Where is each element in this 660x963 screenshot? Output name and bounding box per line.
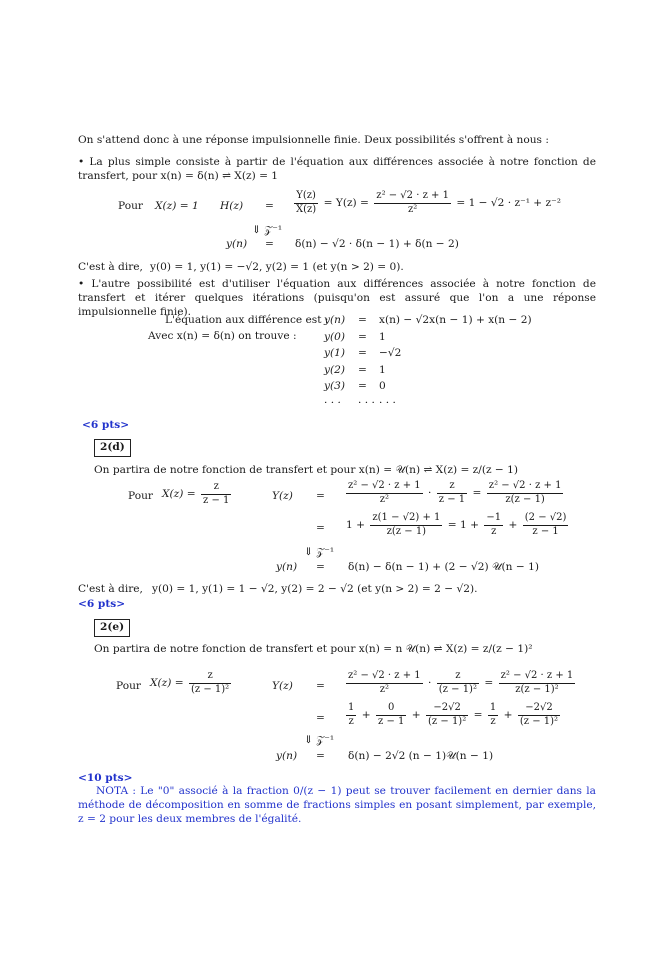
m1-yn: y(n) [226,238,248,250]
d-xz [162,481,233,507]
d-f3-den: z(z − 1) [505,493,545,505]
e-eq2: = [316,712,325,724]
e-Y: Y(z) [272,680,293,692]
e-f3-num: z² − √2 · z + 1 [499,670,576,684]
m2-row-eq: = [358,331,367,343]
points-badge-1: <6 pts> [82,419,130,431]
d-f1-num: z² − √2 · z + 1 [346,480,423,494]
d-eq1: = [316,490,325,502]
e-f1-den: z² [379,683,389,695]
e-yn-eq: = [316,750,325,762]
m2-row-lhs: y(2) [324,364,345,376]
m2-row-lhs: y(0) [324,331,345,343]
d-xz-den: z − 1 [203,494,230,506]
d-f4-num: z(1 − √2) + 1 [370,512,442,526]
d-zinv: ⇓ 𝒵⁻¹ [304,546,335,558]
d-f4-den: z(z − 1) [386,525,427,537]
d-xz-num: z [201,481,231,495]
m1-cest: C'est à dire, [78,261,143,273]
e-zinv: ⇓ 𝒵⁻¹ [304,734,335,746]
points-badge-3: <10 pts> [78,772,133,784]
m2-row-lhs: y(3) [324,380,345,392]
e-eq1: = [316,680,325,692]
m2-row-eq: = [358,347,367,359]
m1-H: H(z) [220,200,244,212]
e-f1-num: z² − √2 · z + 1 [346,670,423,684]
d-Y: Y(z) [272,490,293,502]
e-f2-num: z [437,670,479,684]
d-pour: Pour [128,490,153,502]
d-f2-num: z [437,480,467,494]
d-f5-num: −1 [484,512,503,526]
m1-rhs: = 1 − √2 · z⁻¹ + z⁻² [456,197,561,209]
e-g2-den: z − 1 [378,715,405,727]
m2-row-rhs: 0 [379,380,386,392]
e-plus3: + [503,709,513,721]
m2-row-lhs: · · · [324,397,341,409]
d-cest: C'est à dire, [78,583,143,595]
e-g5-den: (z − 1)² [519,715,559,727]
e-eq-mid2: = [473,709,483,721]
e-yn-rhs: δ(n) − 2√2 (n − 1)𝒰(n − 1) [348,750,494,762]
m2-row-eq: = [358,314,367,326]
m2-row-rhs: x(n) − √2x(n − 1) + x(n − 2) [379,314,532,326]
m1-eq: = [265,200,274,212]
e-g1-den: z [348,715,354,727]
e-line2 [344,702,562,728]
m1-mid: = Y(z) = [323,197,369,209]
m2-row-rhs: 1 [379,331,386,343]
d-vals: y(0) = 1, y(1) = 1 − √2, y(2) = 2 − √2 (et y(n > 2) = 2 − √2). [152,583,478,595]
e-xz-den: (z − 1)² [191,683,230,695]
d-f2-den: z − 1 [438,493,466,505]
e-f2-den: (z − 1)² [438,683,477,695]
points-badge-2: <6 pts> [78,598,126,610]
e-g1-num: 1 [346,702,356,716]
e-plus2: + [411,709,421,721]
m2-row-eq: = [358,380,367,392]
m1-yn-rhs: δ(n) − √2 · δ(n − 1) + δ(n − 2) [295,238,459,250]
d-mid: = 1 + [447,519,479,531]
method1-lead: • La plus simple consiste à partir de l'équation aux différences associée à notre fonction de transfert, pour x(n) = δ(n) ⇌ X(z) = 1 [78,156,596,182]
m1-pour: Pour [118,200,143,212]
section-label-2e: 2(e) [94,619,130,637]
m1-num2: z² − √2 · z + 1 [374,190,451,204]
d-f6-den: z − 1 [532,525,559,537]
d-f3-num: z² − √2 · z + 1 [487,480,564,494]
d-yn-rhs: δ(n) − δ(n − 1) + (2 − √2) 𝒰(n − 1) [348,561,539,573]
e-eq-mid: = [484,677,494,689]
e-dot: · [428,677,432,689]
m1-zinv: ⇓ 𝒵⁻¹ [252,224,283,236]
d-xz-label: X(z) = [162,488,196,500]
d-line2 [346,512,570,538]
d-f5-den: z [491,525,497,537]
e-g4-num: 1 [488,702,498,716]
e-g3-num: −2√2 [426,702,468,716]
d-eq-mid: = [472,487,482,499]
m2-row-eq: · · · [358,397,375,409]
m2-label1: L'équation aux différence est : [165,314,329,326]
m2-row-rhs: −√2 [379,347,402,359]
m1-frac-den: X(z) [296,203,317,215]
d-one: 1 + [346,519,365,531]
e-g2-num: 0 [376,702,406,716]
m1-den2: z² [407,203,418,215]
e-lead: On partira de notre fonction de transfert et pour x(n) = n 𝒰(n) ⇌ X(z) = z/(z − 1)² [94,643,533,655]
e-f3-den: z(z − 1)² [515,683,559,695]
d-eq2: = [316,522,325,534]
m1-x-eq: X(z) = 1 [155,200,199,212]
d-lead: On partira de notre fonction de transfert et pour x(n) = 𝒰(n) ⇌ X(z) = z/(z − 1) [94,464,519,476]
m2-row-rhs: · · · [379,397,396,409]
nota-text: NOTA : Le "0" associé à la fraction 0/(z − 1) peut se trouver facilement en dernier dans la méthode de décomposition en somme de fractions simples en posant simplement, par exemple, z = 2 pour les deux membres de l'égalité. [78,785,596,825]
e-g3-den: (z − 1)² [428,715,467,727]
e-xz-num: z [189,670,231,684]
m2-label2: Avec x(n) = δ(n) on trouve : [148,330,297,342]
d-dot: · [428,487,432,499]
e-g4-den: z [490,715,496,727]
d-yn-eq: = [316,561,325,573]
m2-row-eq: = [358,364,367,376]
m2-row-lhs: y(1) [324,347,345,359]
m2-row-lhs: y(n) [324,314,346,326]
section-label-2d: 2(d) [94,439,131,457]
d-f6-num: (2 − √2) [523,512,569,526]
e-g5-num: −2√2 [518,702,560,716]
intro-text: On s'attend donc à une réponse impulsionnelle finie. Deux possibilités s'offrent à nous : [78,134,549,146]
e-pour: Pour [116,680,141,692]
m2-row-rhs: 1 [379,364,386,376]
m1-fraction [292,190,561,216]
e-xz-label: X(z) = [150,677,184,689]
e-line1 [344,670,577,696]
d-line1 [344,480,565,506]
d-yn: y(n) [276,561,298,573]
method2-lead: • L'autre possibilité est d'utiliser l'équation aux différences associée à notre fonction de transfert et itérer quelques itérations (puisqu'on est assuré que l'on a une réponse impulsionnelle finie). [78,278,596,318]
d-plus: + [508,519,518,531]
m1-yn-eq: = [265,238,274,250]
m1-frac-num: Y(z) [294,190,318,204]
e-plus1: + [361,709,371,721]
e-xz [150,670,233,696]
d-f1-den: z² [379,493,389,505]
e-yn: y(n) [276,750,298,762]
m1-vals: y(0) = 1, y(1) = −√2, y(2) = 1 (et y(n > 2) = 0). [150,261,404,273]
